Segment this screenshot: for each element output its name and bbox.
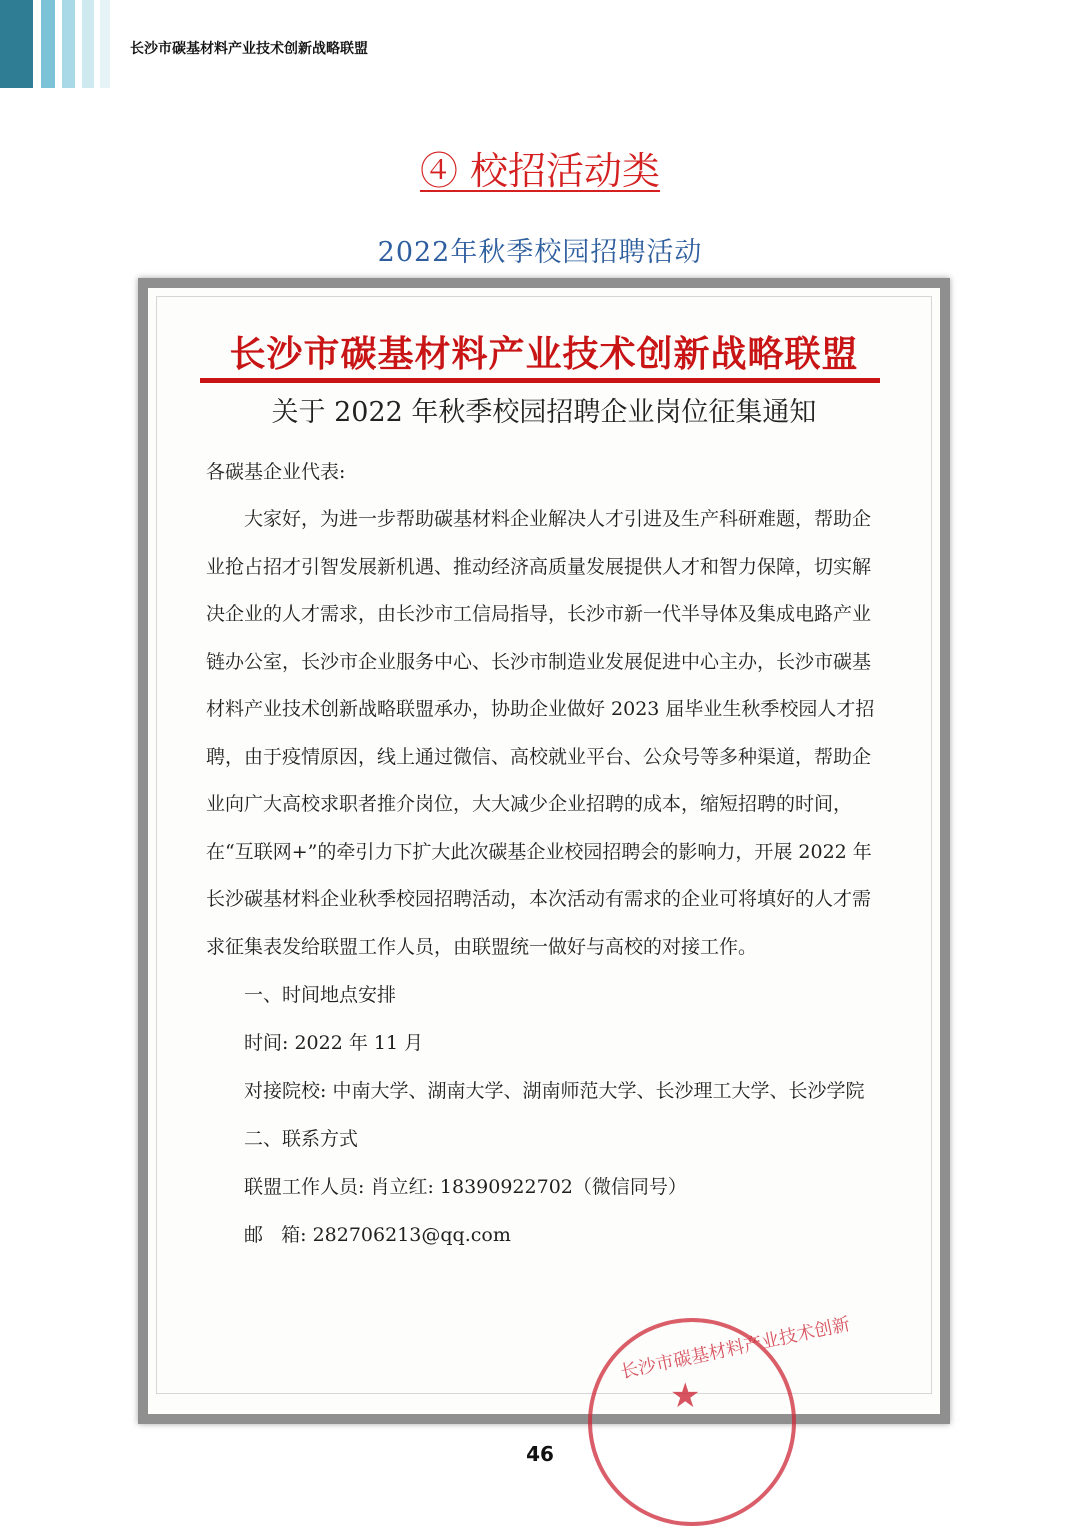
section-heading-time-place: 一、时间地点安排: [244, 984, 397, 1006]
contact-value: 肖立红: 18390922702（微信同号）: [370, 1176, 687, 1198]
document-body: [206, 448, 886, 1259]
page-number: 46: [526, 1442, 554, 1466]
header-decoration: [0, 0, 120, 88]
schools-value: 中南大学、湖南大学、湖南师范大学、长沙理工大学、长沙学院: [332, 1080, 865, 1102]
red-seal-stamp: [588, 1313, 852, 1428]
red-divider-line: [200, 378, 880, 383]
section-subtitle: 2022年秋季校园招聘活动: [377, 237, 703, 268]
schools-label: 对接院校:: [244, 1080, 327, 1102]
seal-star-icon: ★: [670, 1376, 701, 1416]
document-org-header: 长沙市碳基材料产业技术创新战略联盟: [229, 333, 859, 375]
schools-row: [206, 1067, 886, 1115]
section-title: [0, 140, 1080, 195]
email-value: 282706213@qq.com: [312, 1224, 511, 1246]
time-label: 时间:: [244, 1032, 289, 1054]
scanned-document-page: [148, 288, 940, 1414]
header-stripe: [100, 0, 110, 88]
header-stripe: [0, 0, 33, 88]
section-title-text: ④ 校招活动类: [419, 149, 661, 193]
body-paragraph: 大家好，为进一步帮助碳基材料企业解决人才引进及生产科研难题，帮助企业抢占招才引智发展新机遇、推动经济高质量发展提供人才和智力保障，切实解决企业的人才需求，由长沙市工信局指导，长沙市新一代半导体及集成电路产业链办公室，长沙市企业服务中心、长沙市制造业发展促进中心主办，长沙市碳基材料产业技术创新战略联盟承办，协助企业做好 2023 届毕业生秋季校园人才招聘，由于疫情原因，线上通过微信、高校就业平台、公众号等多种渠道，帮助企业向广大高校求职者推介岗位，大大减少企业招聘的成本，缩短招聘的时间，在“互联网+”的牵引力下扩大此次碳基企业校园招聘会的影响力，开展 2022 年长沙碳基材料企业秋季校园招聘活动，本次活动有需求的企业可将填好的人才需求征集表发给联盟工作人员，由联盟统一做好与高校的对接工作。: [206, 508, 875, 958]
header-stripe: [41, 0, 55, 88]
time-value: 2022 年 11 月: [294, 1032, 424, 1054]
header-stripe: [82, 0, 94, 88]
seal-text: 长沙市碳基材料产业技术创新: [618, 1313, 852, 1384]
contact-label: 联盟工作人员:: [244, 1176, 365, 1198]
contact-row: [206, 1163, 886, 1211]
running-header-title: 长沙市碳基材料产业技术创新战略联盟: [130, 41, 368, 57]
email-row: [206, 1211, 886, 1259]
time-row: [206, 1019, 886, 1067]
header-stripe: [62, 0, 75, 88]
salutation: 各碳基企业代表:: [206, 461, 346, 483]
scanned-document-frame: [138, 278, 950, 1424]
section-heading-contact: 二、联系方式: [244, 1128, 359, 1150]
email-label: 邮 箱:: [244, 1224, 307, 1246]
notice-title: 关于 2022 年秋季校园招聘企业岗位征集通知: [271, 397, 817, 428]
